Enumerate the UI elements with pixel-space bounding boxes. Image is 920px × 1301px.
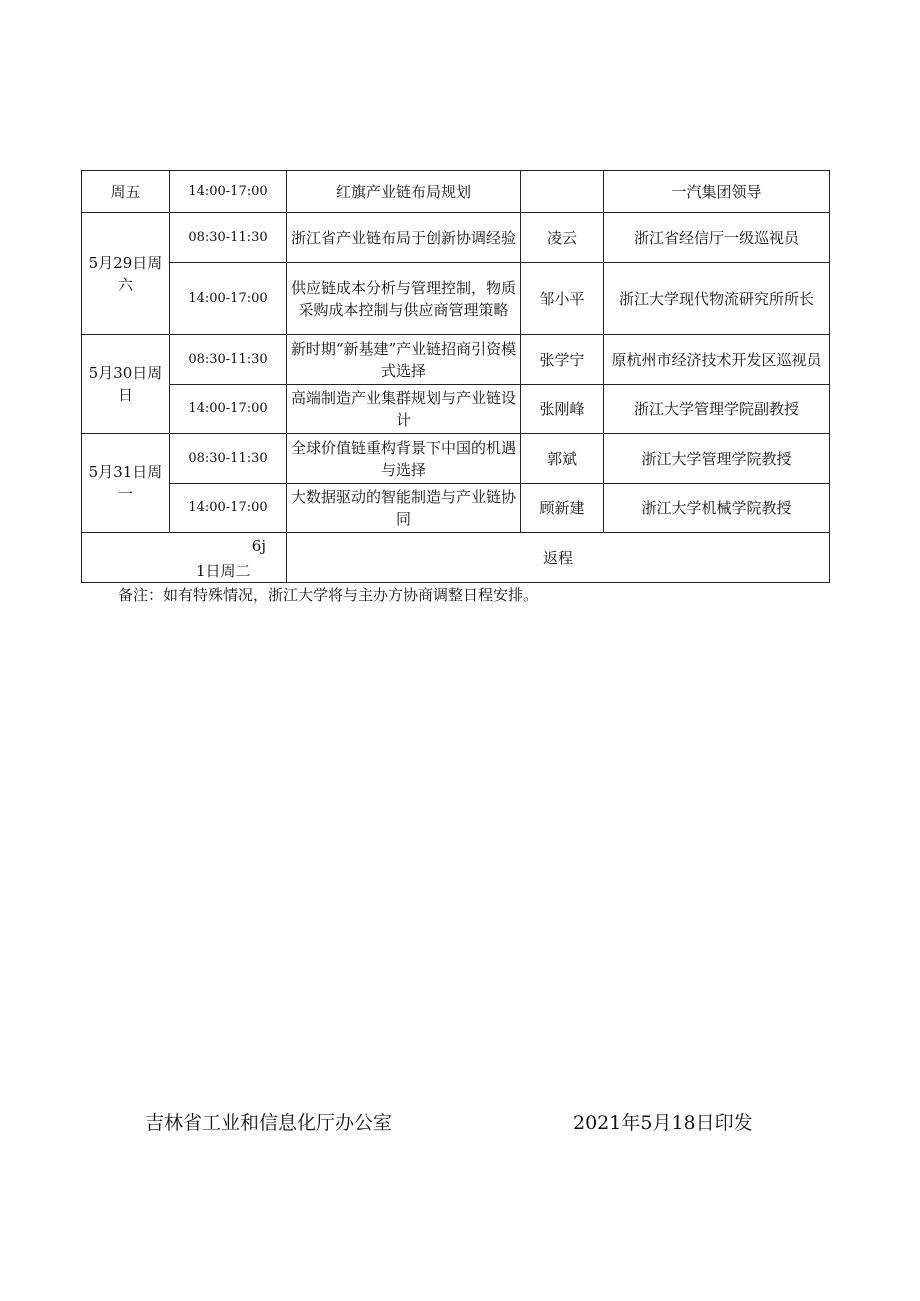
speaker-cell: [521, 171, 604, 213]
day-cell: 5月29日周六: [82, 213, 170, 335]
table-row: [82, 385, 830, 434]
title-cell: 浙江大学管理学院教授: [604, 434, 830, 484]
return-cell: 返程: [287, 533, 830, 583]
speaker-cell: 张刚峰: [521, 385, 604, 434]
speaker-cell: 凌云: [521, 213, 604, 263]
speaker-cell: 顾新建: [521, 484, 604, 533]
table-row: [82, 335, 830, 385]
schedule-table: [81, 170, 830, 583]
day-cell: [82, 533, 287, 583]
time-cell: 14:00-17:00: [170, 263, 287, 335]
topic-cell: 高端制造产业集群规划与产业链设计: [287, 385, 521, 434]
issue-date: 2021年5月18日印发: [573, 1112, 753, 1134]
table-row: [82, 263, 830, 335]
issuing-office: 吉林省工业和信息化厅办公室: [145, 1112, 393, 1134]
time-cell: 08:30-11:30: [170, 213, 287, 263]
day-cell-part1: 6j: [251, 537, 266, 555]
table-row: [82, 484, 830, 533]
remark-note: 备注：如有特殊情况，浙江大学将与主办方协商调整日程安排。: [118, 586, 539, 604]
time-cell: 14:00-17:00: [170, 484, 287, 533]
table-row: [82, 533, 830, 583]
title-cell: 一汽集团领导: [604, 171, 830, 213]
time-cell: 14:00-17:00: [170, 171, 287, 213]
title-cell: 原杭州市经济技术开发区巡视员: [604, 335, 830, 385]
title-cell: 浙江大学现代物流研究所所长: [604, 263, 830, 335]
time-cell: 08:30-11:30: [170, 434, 287, 484]
day-cell: 5月31日周一: [82, 434, 170, 533]
topic-cell: 新时期“新基建”产业链招商引资模式选择: [287, 335, 521, 385]
time-cell: 14:00-17:00: [170, 385, 287, 434]
topic-cell: 大数据驱动的智能制造与产业链协同: [287, 484, 521, 533]
table-row: [82, 434, 830, 484]
speaker-cell: 张学宁: [521, 335, 604, 385]
speaker-cell: 郭斌: [521, 434, 604, 484]
title-cell: 浙江大学机械学院教授: [604, 484, 830, 533]
title-cell: 浙江大学管理学院副教授: [604, 385, 830, 434]
day-cell-part2: 1日周二: [196, 562, 251, 580]
day-cell: 5月30日周日: [82, 335, 170, 434]
time-cell: 08:30-11:30: [170, 335, 287, 385]
topic-cell: 浙江省产业链布局于创新协调经验: [287, 213, 521, 263]
title-cell: 浙江省经信厅一级巡视员: [604, 213, 830, 263]
table-row: [82, 213, 830, 263]
day-cell: 周五: [82, 171, 170, 213]
table-row: [82, 171, 830, 213]
topic-cell: 红旗产业链布局规划: [287, 171, 521, 213]
topic-cell: 全球价值链重构背景下中国的机遇与选择: [287, 434, 521, 484]
topic-cell: 供应链成本分析与管理控制，物质采购成本控制与供应商管理策略: [287, 263, 521, 335]
speaker-cell: 邹小平: [521, 263, 604, 335]
